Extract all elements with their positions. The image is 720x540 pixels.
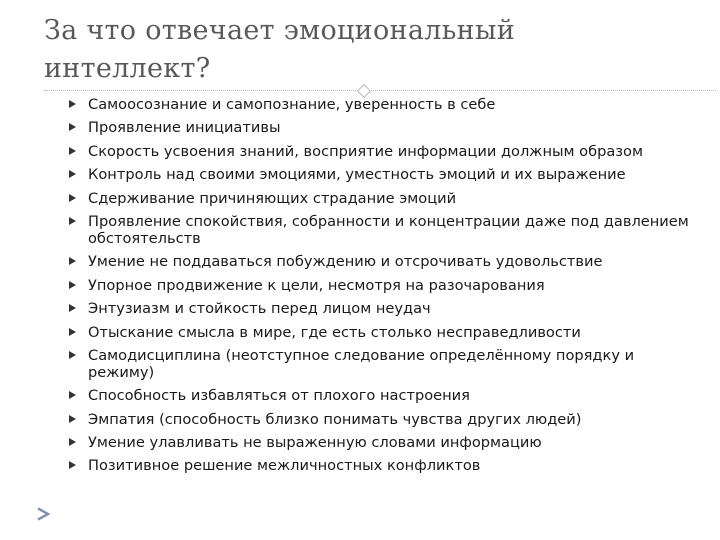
list-item-text: Самодисциплина (неотступное следование определённому порядку и режиму) xyxy=(88,346,635,381)
list-item-text: Проявление спокойствия, собранности и концентрации даже под давлением обстоятельств xyxy=(88,212,689,247)
slide-title: За что отвечает эмоциональный интеллект? xyxy=(44,15,516,84)
list-item-text: Упорное продвижение к цели, несмотря на разочарования xyxy=(88,276,545,294)
list-item-text: Умение не поддаваться побуждению и отсрочивать удовольствие xyxy=(88,253,603,271)
list-item-text: Проявление инициативы xyxy=(88,119,281,137)
list-item-text: Скорость усвоения знаний, восприятие информации должным образом xyxy=(88,142,643,160)
list-item-text: Эмпатия (способность близко понимать чувства других людей) xyxy=(88,410,582,428)
triangle-bullet-icon xyxy=(69,147,76,155)
triangle-bullet-icon xyxy=(69,123,76,131)
triangle-bullet-icon xyxy=(69,351,76,359)
triangle-bullet-icon xyxy=(69,438,76,446)
triangle-bullet-icon xyxy=(69,461,76,469)
triangle-bullet-icon xyxy=(69,415,76,423)
triangle-bullet-icon xyxy=(69,257,76,265)
list-item xyxy=(68,119,698,136)
chevron-right-icon[interactable] xyxy=(36,506,52,522)
triangle-bullet-icon xyxy=(69,100,76,108)
list-item xyxy=(68,457,698,474)
list-item xyxy=(68,434,698,451)
list-item-text: Сдерживание причиняющих страдание эмоций xyxy=(88,189,457,207)
list-item xyxy=(68,143,698,160)
list-item-text: Отыскание смысла в мире, где есть столько несправедливости xyxy=(88,323,581,341)
triangle-bullet-icon xyxy=(69,194,76,202)
list-item xyxy=(68,411,698,428)
title-divider xyxy=(44,90,716,91)
list-item-text: Самоосознание и самопознание, уверенность в себе xyxy=(88,96,496,113)
list-item-text: Энтузиазм и стойкость перед лицом неудач xyxy=(88,300,431,318)
list-item-text: Позитивное решение межличностных конфликтов xyxy=(88,457,481,475)
list-item xyxy=(68,166,698,183)
list-item xyxy=(68,300,698,317)
list-item xyxy=(68,347,698,381)
list-item xyxy=(68,324,698,341)
triangle-bullet-icon xyxy=(69,217,76,225)
list-item xyxy=(68,213,698,247)
triangle-bullet-icon xyxy=(69,328,76,336)
list-item xyxy=(68,190,698,207)
bullet-list xyxy=(68,96,698,481)
list-item xyxy=(68,96,698,113)
list-item xyxy=(68,387,698,404)
list-item-text: Контроль над своими эмоциями, уместность эмоций и их выражение xyxy=(88,166,626,184)
list-item-text: Способность избавляться от плохого настроения xyxy=(88,387,470,405)
triangle-bullet-icon xyxy=(69,391,76,399)
list-item xyxy=(68,277,698,294)
triangle-bullet-icon xyxy=(69,281,76,289)
triangle-bullet-icon xyxy=(69,304,76,312)
list-item-text: Умение улавливать не выраженную словами информацию xyxy=(88,434,542,452)
list-item xyxy=(68,253,698,270)
triangle-bullet-icon xyxy=(69,170,76,178)
